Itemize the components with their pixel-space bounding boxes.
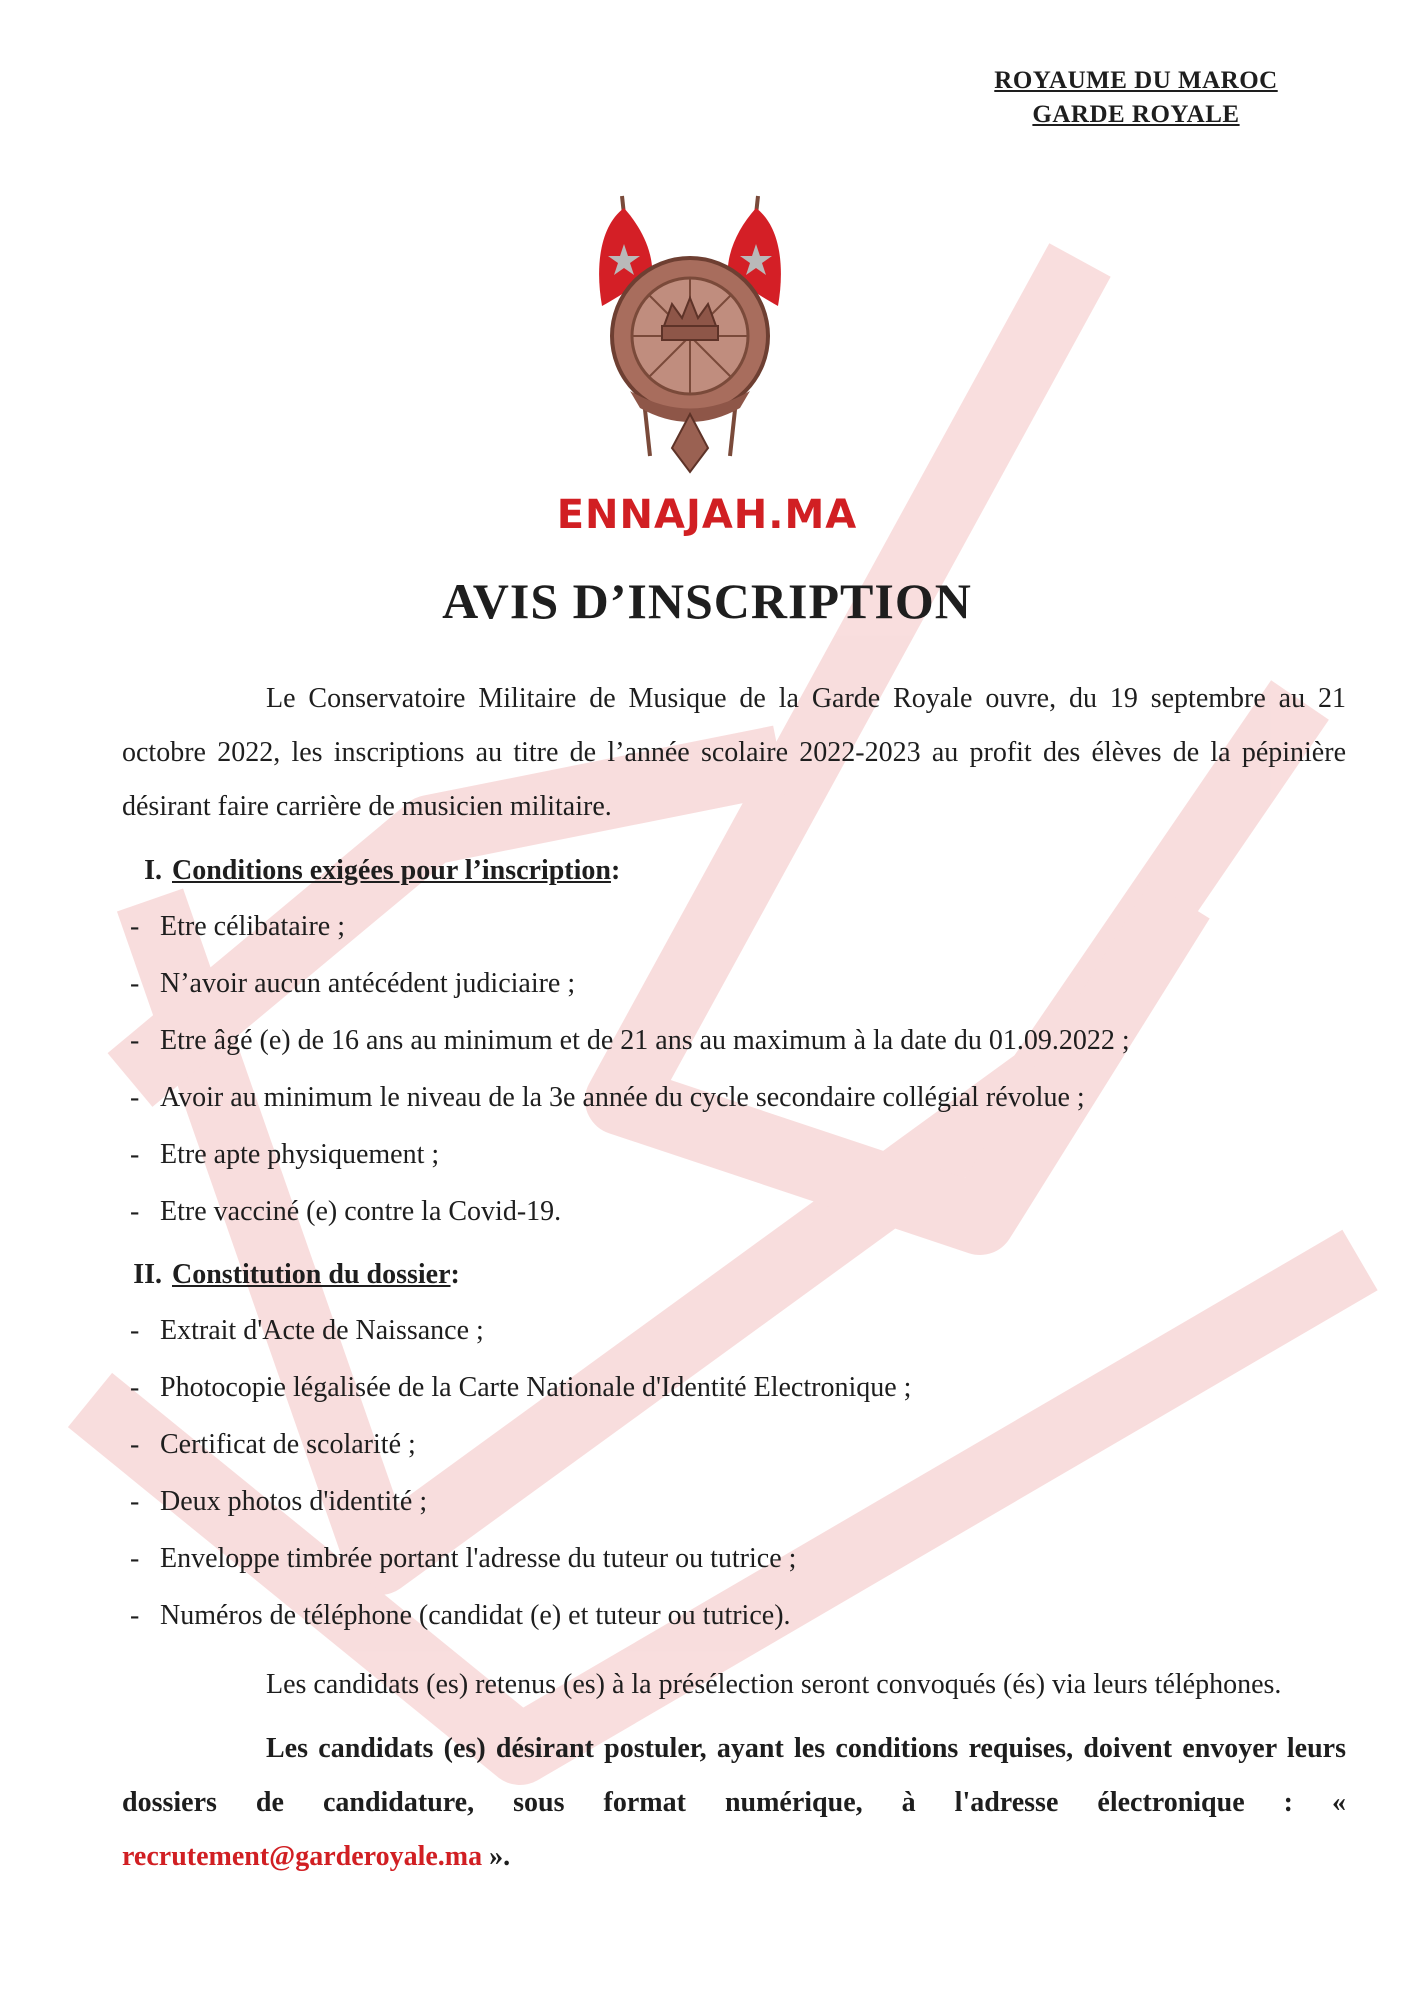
- section-title: Conditions exigées pour l’inscription: [172, 855, 611, 886]
- list-item: - Avoir au minimum le niveau de la 3e année du cycle secondaire collégial révolue ;: [122, 1069, 1346, 1126]
- closing-text: Les candidats (es) désirant postuler, ayant les conditions requises, doivent envoyer leurs dossiers de candidature, sous format numérique, à l'adresse électronique : «: [122, 1733, 1346, 1818]
- list-item: - Deux photos d'identité ;: [122, 1473, 1346, 1530]
- list-item: - Photocopie légalisée de la Carte Nationale d'Identité Electronique ;: [122, 1359, 1346, 1416]
- list-item: - Etre vacciné (e) contre la Covid-19.: [122, 1183, 1346, 1240]
- section-heading: [122, 844, 1346, 898]
- preselection-paragraph: Les candidats (es) retenus (es) à la présélection seront convoqués (és) via leurs téléphones.: [266, 1669, 1282, 1700]
- list-item: - Extrait d'Acte de Naissance ;: [122, 1302, 1346, 1359]
- section-suffix: :: [450, 1259, 460, 1290]
- dossier-list: [122, 1302, 1346, 1644]
- section-number: II.: [133, 1259, 162, 1290]
- brand-watermark-text: ENNAJAH.MA: [556, 492, 858, 538]
- section-heading: [122, 1248, 1346, 1302]
- closing-paragraph: [122, 1722, 1346, 1884]
- royal-guard-emblem: [590, 186, 790, 476]
- page-title: AVIS D’INSCRIPTION: [442, 573, 972, 629]
- list-item: - Etre âgé (e) de 16 ans au minimum et de 21 ans au maximum à la date du 01.09.2022 ;: [122, 1012, 1346, 1069]
- list-item: - Enveloppe timbrée portant l'adresse du tuteur ou tutrice ;: [122, 1530, 1346, 1587]
- list-item: - Etre célibataire ;: [122, 898, 1346, 955]
- list-item: - Etre apte physiquement ;: [122, 1126, 1346, 1183]
- section-dossier: [122, 1248, 1346, 1644]
- list-item: - Certificat de scolarité ;: [122, 1416, 1346, 1473]
- closing-end: ».: [489, 1841, 511, 1872]
- email-link[interactable]: recrutement@garderoyale.ma: [122, 1841, 483, 1872]
- header-line-guard: GARDE ROYALE: [1032, 101, 1240, 128]
- intro-paragraph: Le Conservatoire Militaire de Musique de la Garde Royale ouvre, du 19 septembre au 21 octobre 2022, les inscriptions au titre de l’année scolaire 2022-2023 au profit des élèves de la pépinière désirant faire carrière de musicien militaire.: [122, 683, 1346, 822]
- section-suffix: :: [610, 855, 621, 886]
- section-number: I.: [144, 855, 162, 886]
- list-item: - Numéros de téléphone (candidat (e) et tuteur ou tutrice).: [122, 1587, 1346, 1644]
- header-line-kingdom: ROYAUME DU MAROC: [994, 67, 1278, 94]
- section-title: Constitution du dossier: [172, 1259, 451, 1290]
- list-item: - N’avoir aucun antécédent judiciaire ;: [122, 955, 1346, 1012]
- section-conditions: [122, 844, 1346, 1240]
- conditions-list: [122, 898, 1346, 1240]
- document-body: [122, 672, 1346, 1894]
- header: [956, 64, 1316, 132]
